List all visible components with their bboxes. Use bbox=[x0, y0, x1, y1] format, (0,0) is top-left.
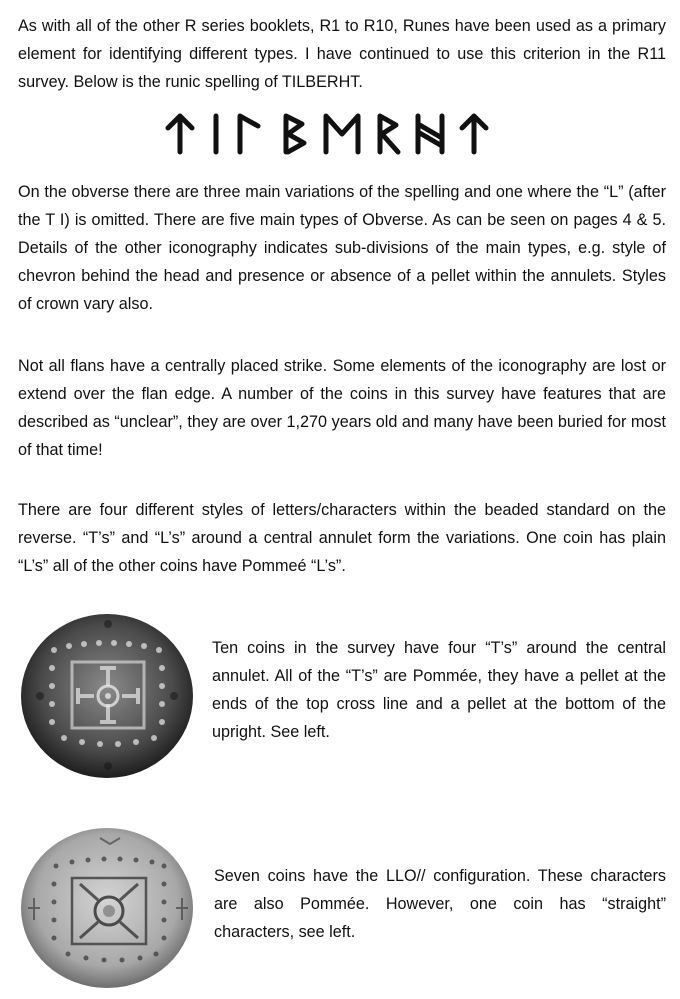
rune-e bbox=[326, 116, 358, 152]
coin2-caption: Seven coins have the LLO// configuration. These characters are also Pommée. However, one coin has “straight” characters, see left. bbox=[214, 867, 666, 941]
reverse-paragraph: There are four different styles of letters/characters within the beaded standard on the reverse. “T’s” and “L’s” around a central annulet form the variations. One coin has plain “L’s” all of the other coins have Pommeé “L’s”. bbox=[18, 501, 666, 575]
rune-t-1 bbox=[168, 116, 192, 152]
coin1-caption: Ten coins in the survey have four “T’s” around the central annulet. All of the “T’s” are Pommée, they have a pellet at the ends of the top cross line and a pellet at the bottom of the upright. See left. bbox=[212, 639, 666, 741]
rune-h bbox=[418, 116, 442, 152]
obverse-paragraph: On the obverse there are three main variations of the spelling and one where the “L” (after the T I) is omitted. There are five main types of Obverse. As can be seen on pages 4 & 5. Details of the other iconography indicates sub-divisions of the main types, e.g. style of chevron behind the head and presence or absence of a pellet within the annulets. Styles of crown vary also. bbox=[18, 183, 666, 313]
rune-r bbox=[380, 116, 398, 152]
coin-image-four-ts bbox=[14, 610, 200, 780]
coin-image-llo-configuration bbox=[14, 820, 200, 990]
rune-b bbox=[286, 116, 304, 152]
flans-paragraph: Not all flans have a centrally placed strike. Some elements of the iconography are lost or extend over the flan edge. A number of the coins in this survey have features that are described as “unclear”, they are over 1,270 years old and many have been buried for most of that time! bbox=[18, 357, 666, 459]
intro-paragraph: As with all of the other R series booklets, R1 to R10, Runes have been used as a primary element for identifying different types. I have continued to use this criterion in the R11 survey. Below is the runic spelling of TILBERHT. bbox=[18, 17, 666, 91]
rune-l bbox=[240, 116, 258, 152]
rune-t-2 bbox=[462, 116, 486, 152]
runic-spelling bbox=[0, 108, 680, 158]
